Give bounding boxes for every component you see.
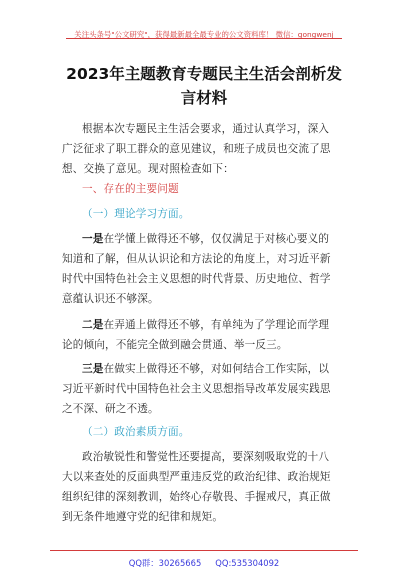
paragraph-line: 习近平新时代中国特色社会主义思想指导改革发展实践思: [62, 383, 331, 395]
paragraph-line: 大以来查处的反面典型严重违反党的政治纪律、政治规矩: [62, 471, 331, 483]
intro-line: 根据本次专题民主生活会要求，通过认真学习，深入: [82, 123, 330, 135]
section-heading: 一、存在的主要问题: [82, 183, 179, 195]
paragraph-line: [82, 232, 370, 246]
intro-line: 广泛征求了职工群众的意见建议，和班子成员也交流了思: [62, 143, 331, 155]
top-banner: [66, 22, 342, 39]
banner-text: 关注头条号"公文研究"，获得最新最全最专业的公文资料库！ 微信：gongwenj: [74, 30, 334, 39]
paragraph-line: 之不深、研之不透。: [62, 403, 159, 415]
paragraph-line: 政治敏锐性和警觉性还要提高，要深刻吸取党的十八: [82, 451, 330, 463]
paragraph-line: 知道和了解，但从认识论和方法论的角度上，对习近平新: [62, 253, 331, 265]
paragraph-line: 时代中国特色社会主义思想的时代背景、历史地位、哲学: [62, 273, 331, 285]
qq-text: QQ:535304092: [215, 558, 280, 568]
footer-bar: [50, 550, 358, 568]
paragraph-line: 组织纪律的深刻教训，始终心存敬畏、手握戒尺，真正做: [62, 491, 331, 503]
paragraph-line: 论的倾向，不能完全做到融会贯通、举一反三。: [62, 339, 288, 351]
paragraph-line: [82, 362, 370, 376]
document-title-line2: 言材料: [180, 89, 228, 107]
intro-line: 想、交换了意见。现对照检查如下：: [62, 163, 234, 175]
paragraph-text: 在做实上做得还不够，对如何结合工作实际，以: [103, 363, 330, 375]
paragraph-line: [82, 318, 370, 332]
paragraph-lead: 二是: [82, 319, 104, 331]
paragraph-line: 到无条件地遵守党的纪律和规矩。: [62, 511, 224, 523]
document-title-line1: 2023年主题教育专题民主生活会剖析发: [66, 65, 342, 83]
paragraph-text: 在学懂上做得还不够，仅仅满足于对核心要义的: [103, 233, 330, 245]
subsection-heading: （一）理论学习方面。: [82, 208, 190, 220]
subsection-heading: （二）政治素质方面。: [82, 426, 190, 438]
paragraph-lead: 一是: [82, 233, 104, 245]
paragraph-text: 在弄通上做得还不够，有单纯为了学理论而学理: [103, 319, 330, 331]
paragraph-line: 意蕴认识还不够深。: [62, 293, 159, 305]
qq-group-text: QQ群：30265665: [128, 558, 202, 568]
paragraph-lead: 三是: [82, 363, 104, 375]
